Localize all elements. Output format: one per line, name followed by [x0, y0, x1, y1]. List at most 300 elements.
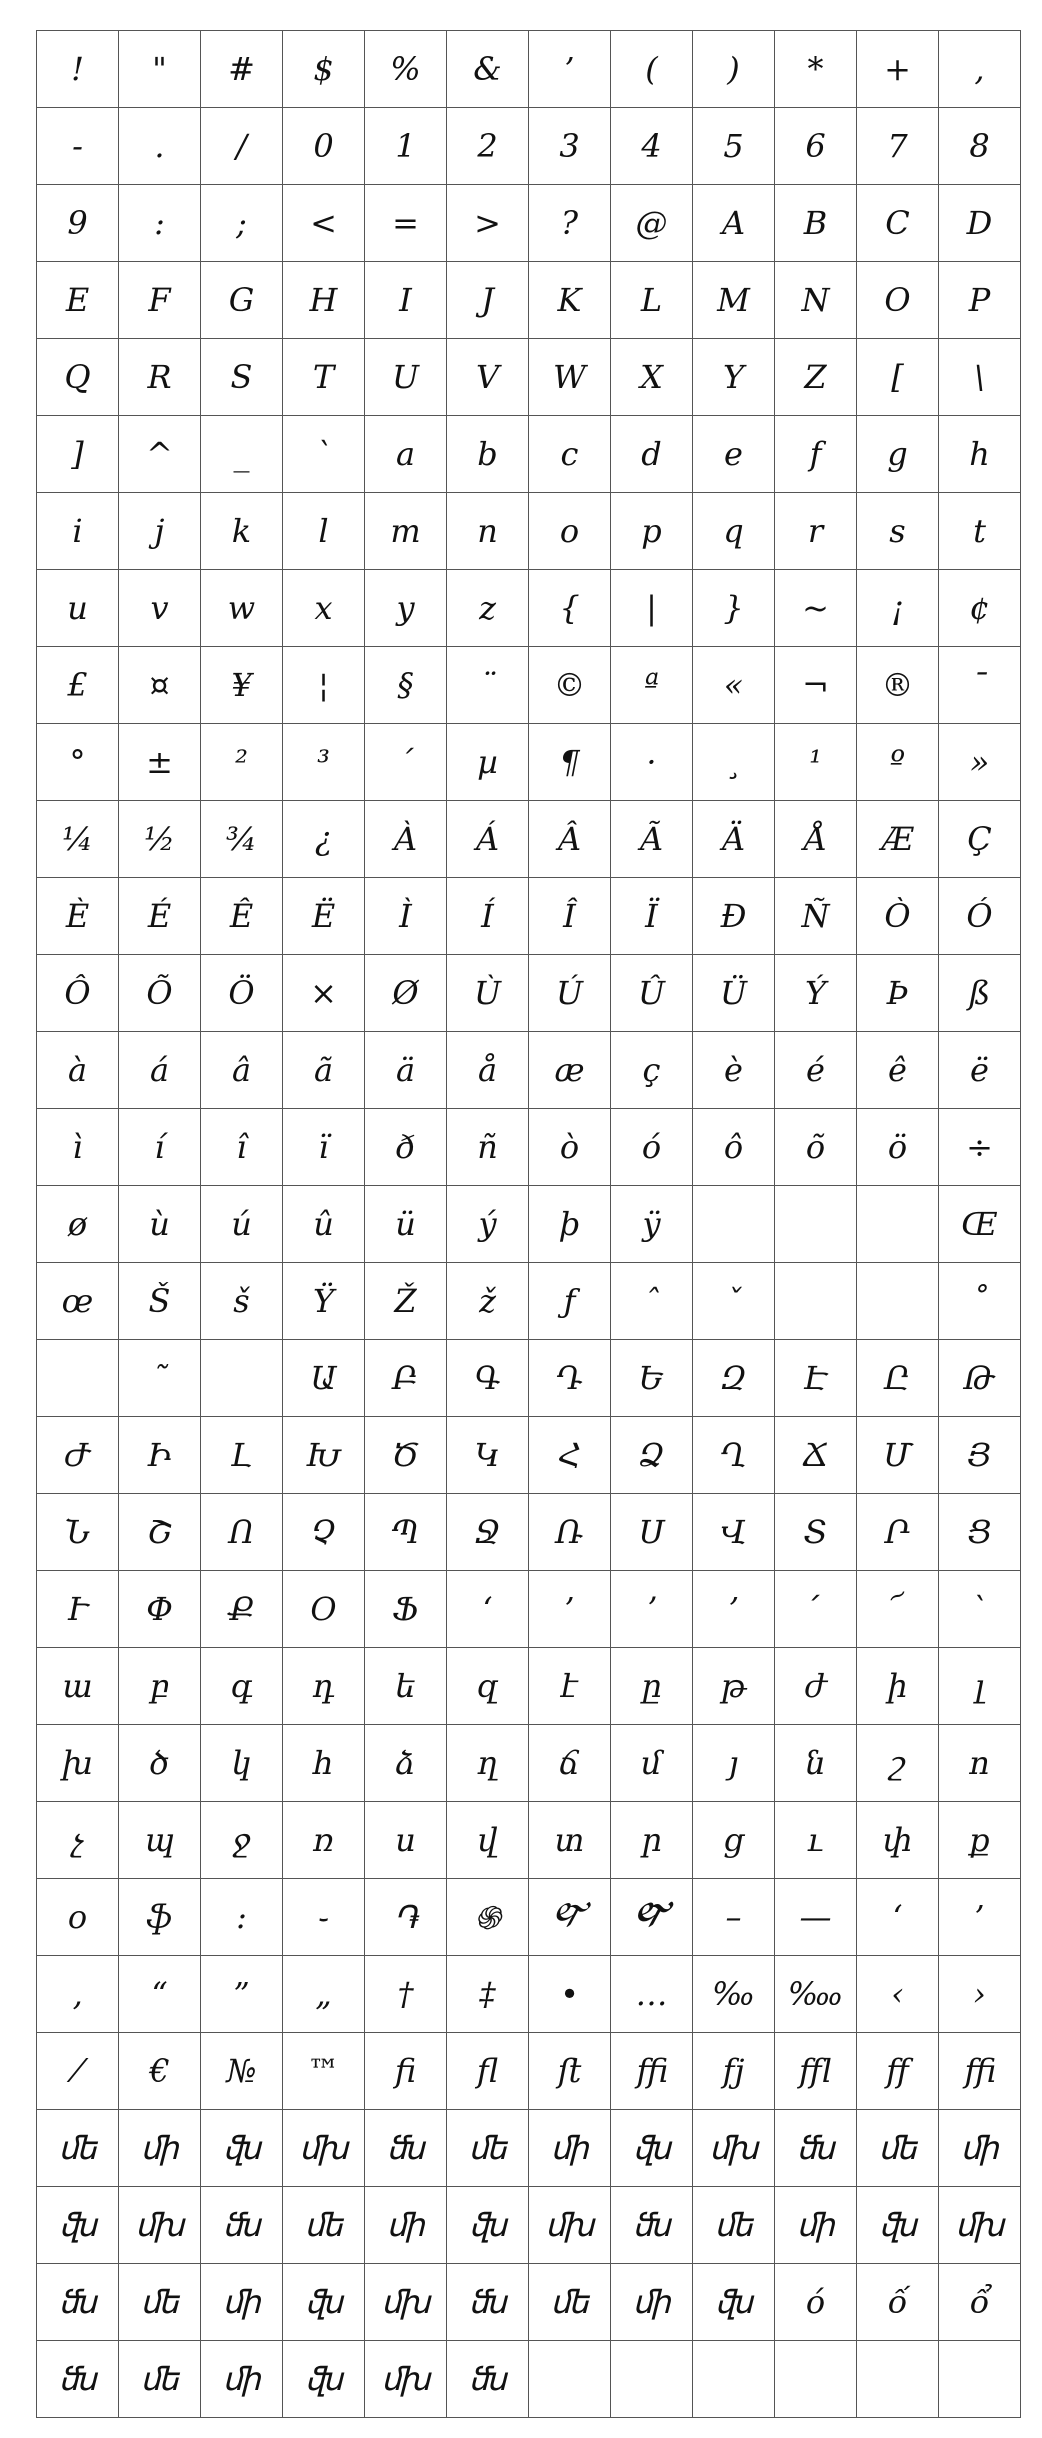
glyph-cell: i: [37, 493, 119, 570]
glyph-cell: Á: [447, 801, 529, 878]
glyph-cell: Ւ: [37, 1571, 119, 1648]
glyph-cell: j: [119, 493, 201, 570]
glyph-cell: շ: [857, 1725, 939, 1802]
glyph-cell: „: [283, 1956, 365, 2033]
glyph-cell: —: [775, 1879, 857, 1956]
glyph-cell: Ä: [693, 801, 775, 878]
glyph-cell: @: [611, 185, 693, 262]
glyph-cell: í: [119, 1109, 201, 1186]
glyph-cell: ﬖ: [693, 2264, 775, 2341]
glyph-cell: t: [939, 493, 1021, 570]
glyph-cell: Ն: [37, 1494, 119, 1571]
glyph-cell: 1: [365, 108, 447, 185]
glyph-cell: Ð: [693, 878, 775, 955]
glyph-cell: ﬕ: [365, 2187, 447, 2264]
glyph-cell: Ó: [939, 878, 1021, 955]
glyph-cell: ⁄: [37, 2033, 119, 2110]
glyph-row: [37, 801, 1021, 878]
glyph-cell: F: [119, 262, 201, 339]
glyph-cell: /: [201, 108, 283, 185]
glyph-cell: ù: [119, 1186, 201, 1263]
glyph-cell: Յ: [939, 1417, 1021, 1494]
glyph-cell: 2: [447, 108, 529, 185]
glyph-cell: Ո: [201, 1494, 283, 1571]
glyph-row: [37, 1571, 1021, 1648]
glyph-cell: æ: [529, 1032, 611, 1109]
glyph-cell: Ì: [365, 878, 447, 955]
glyph-cell: ʼ: [611, 1571, 693, 1648]
glyph-cell: •: [529, 1956, 611, 2033]
glyph-row: [37, 2033, 1021, 2110]
glyph-cell: ;: [201, 185, 283, 262]
glyph-cell: $: [283, 31, 365, 108]
glyph-cell: Å: [775, 801, 857, 878]
glyph-cell: Ճ: [775, 1417, 857, 1494]
glyph-cell: ﬔ: [693, 2187, 775, 2264]
glyph-cell: ﬀ: [857, 2033, 939, 2110]
glyph-cell: é: [775, 1032, 857, 1109]
glyph-cell: ւ: [775, 1802, 857, 1879]
glyph-cell: [529, 2341, 611, 2418]
glyph-row: [37, 647, 1021, 724]
glyph-cell: Հ: [529, 1417, 611, 1494]
glyph-row: [37, 1956, 1021, 2033]
glyph-cell: ﬕ: [611, 2264, 693, 2341]
glyph-cell: h: [939, 416, 1021, 493]
glyph-cell: ﬗ: [119, 2187, 201, 2264]
glyph-cell: Ö: [201, 955, 283, 1032]
glyph-cell: ¡: [857, 570, 939, 647]
glyph-cell: ջ: [201, 1802, 283, 1879]
glyph-cell: 8: [939, 108, 1021, 185]
glyph-cell: Մ: [857, 1417, 939, 1494]
glyph-cell: 9: [37, 185, 119, 262]
glyph-cell: I: [365, 262, 447, 339]
glyph-cell: Ե: [611, 1340, 693, 1417]
glyph-cell: ﬃ: [611, 2033, 693, 2110]
glyph-cell: [201, 1340, 283, 1417]
glyph-cell: ք: [939, 1802, 1021, 1879]
glyph-cell: ‚: [37, 1956, 119, 2033]
glyph-cell: Ñ: [775, 878, 857, 955]
glyph-row: [37, 262, 1021, 339]
glyph-cell: ﬂ: [447, 2033, 529, 2110]
glyph-cell: H: [283, 262, 365, 339]
glyph-cell: Խ: [283, 1417, 365, 1494]
glyph-cell: ¯: [939, 647, 1021, 724]
glyph-cell: X: [611, 339, 693, 416]
glyph-cell: ﬓ: [447, 2341, 529, 2418]
glyph-cell: ը: [611, 1648, 693, 1725]
glyph-cell: Þ: [857, 955, 939, 1032]
glyph-cell: ™: [283, 2033, 365, 2110]
glyph-cell: ˆ: [611, 1263, 693, 1340]
glyph-cell: &: [447, 31, 529, 108]
glyph-cell: x: [283, 570, 365, 647]
glyph-cell: Զ: [693, 1340, 775, 1417]
glyph-cell: 5: [693, 108, 775, 185]
glyph-cell: ց: [693, 1802, 775, 1879]
glyph-cell: Z: [775, 339, 857, 416]
glyph-cell: Ž: [365, 1263, 447, 1340]
glyph-cell: ժ: [775, 1648, 857, 1725]
glyph-cell: ó: [775, 2264, 857, 2341]
glyph-cell: Ù: [447, 955, 529, 1032]
glyph-cell: Չ: [283, 1494, 365, 1571]
glyph-row: [37, 1879, 1021, 1956]
glyph-cell: ½: [119, 801, 201, 878]
glyph-cell: բ: [119, 1648, 201, 1725]
glyph-cell: Գ: [447, 1340, 529, 1417]
glyph-cell: տ: [529, 1802, 611, 1879]
glyph-cell: Փ: [119, 1571, 201, 1648]
glyph-cell: ʻ: [447, 1571, 529, 1648]
glyph-cell: ﬓ: [201, 2187, 283, 2264]
glyph-row: [37, 1725, 1021, 1802]
glyph-cell: 0: [283, 108, 365, 185]
glyph-cell: Ռ: [529, 1494, 611, 1571]
glyph-cell: ՝: [939, 1571, 1021, 1648]
glyph-cell: ﬗ: [939, 2187, 1021, 2264]
glyph-cell: ø: [37, 1186, 119, 1263]
glyph-cell: Ժ: [37, 1417, 119, 1494]
glyph-cell: [37, 1340, 119, 1417]
glyph-cell: Ը: [857, 1340, 939, 1417]
glyph-cell: [775, 2341, 857, 2418]
glyph-cell: Թ: [939, 1340, 1021, 1417]
glyph-cell: U: [365, 339, 447, 416]
glyph-cell: ³: [283, 724, 365, 801]
glyph-cell: ÿ: [611, 1186, 693, 1263]
glyph-cell: ն: [775, 1725, 857, 1802]
glyph-row: [37, 416, 1021, 493]
glyph-cell: 3: [529, 108, 611, 185]
glyph-cell: g: [857, 416, 939, 493]
glyph-cell: [: [857, 339, 939, 416]
glyph-cell: ﬕ: [201, 2264, 283, 2341]
glyph-cell: >: [447, 185, 529, 262]
glyph-cell: M: [693, 262, 775, 339]
glyph-cell: ä: [365, 1032, 447, 1109]
glyph-cell: k: [201, 493, 283, 570]
glyph-cell: Դ: [529, 1340, 611, 1417]
glyph-cell: P: [939, 262, 1021, 339]
glyph-cell: º: [857, 724, 939, 801]
glyph-cell: u: [37, 570, 119, 647]
glyph-cell: ր: [611, 1802, 693, 1879]
glyph-row: [37, 955, 1021, 1032]
glyph-cell: ç: [611, 1032, 693, 1109]
glyph-cell: W: [529, 339, 611, 416]
glyph-cell: œ: [37, 1263, 119, 1340]
glyph-cell: Ò: [857, 878, 939, 955]
glyph-cell: ե: [365, 1648, 447, 1725]
glyph-row: [37, 339, 1021, 416]
glyph-row: [37, 1109, 1021, 1186]
glyph-cell: ë: [939, 1032, 1021, 1109]
glyph-cell: ﬖ: [283, 2341, 365, 2418]
glyph-cell: :: [201, 1879, 283, 1956]
glyph-cell: ¾: [201, 801, 283, 878]
glyph-cell: -: [37, 108, 119, 185]
glyph-cell: մ: [611, 1725, 693, 1802]
glyph-cell: ¶: [529, 724, 611, 801]
glyph-cell: ˜: [119, 1340, 201, 1417]
glyph-cell: Ý: [775, 955, 857, 1032]
glyph-cell: ‘: [857, 1879, 939, 1956]
glyph-cell: î: [201, 1109, 283, 1186]
glyph-cell: ֆ: [119, 1879, 201, 1956]
glyph-cell: լ: [939, 1648, 1021, 1725]
glyph-cell: Œ: [939, 1186, 1021, 1263]
glyph-cell: Ï: [611, 878, 693, 955]
glyph-cell: ~: [775, 570, 857, 647]
glyph-cell: G: [201, 262, 283, 339]
glyph-cell: =: [365, 185, 447, 262]
glyph-cell: }: [693, 570, 775, 647]
glyph-cell: 7: [857, 108, 939, 185]
glyph-cell: ¬: [775, 647, 857, 724]
glyph-cell: µ: [447, 724, 529, 801]
glyph-row: [37, 1186, 1021, 1263]
glyph-row: [37, 2341, 1021, 2418]
glyph-row: [37, 108, 1021, 185]
glyph-cell: |: [611, 570, 693, 647]
glyph-cell: դ: [283, 1648, 365, 1725]
glyph-cell: ﬀl: [775, 2033, 857, 2110]
glyph-cell: ﬕ: [775, 2187, 857, 2264]
glyph-cell: E: [37, 262, 119, 339]
glyph-cell: û: [283, 1186, 365, 1263]
glyph-cell: “: [119, 1956, 201, 2033]
glyph-cell: Ú: [529, 955, 611, 1032]
glyph-cell: վ: [447, 1802, 529, 1879]
glyph-cell: z: [447, 570, 529, 647]
glyph-cell: ª: [611, 647, 693, 724]
glyph-cell: ﬖ: [37, 2187, 119, 2264]
glyph-cell: ՛: [775, 1571, 857, 1648]
glyph-cell: ¨: [447, 647, 529, 724]
glyph-cell: w: [201, 570, 283, 647]
glyph-cell: ó: [611, 1109, 693, 1186]
glyph-cell: ֏: [365, 1879, 447, 1956]
glyph-cell: ﬖ: [283, 2264, 365, 2341]
glyph-cell: ﬖ: [611, 2110, 693, 2187]
glyph-cell: ˚: [939, 1263, 1021, 1340]
glyph-cell: ‹: [857, 1956, 939, 2033]
glyph-cell: ծ: [119, 1725, 201, 1802]
glyph-cell: :: [119, 185, 201, 262]
glyph-cell: É: [119, 878, 201, 955]
glyph-cell: ô: [693, 1109, 775, 1186]
glyph-cell: m: [365, 493, 447, 570]
glyph-cell: «: [693, 647, 775, 724]
glyph-cell: [775, 1263, 857, 1340]
glyph-table: [36, 30, 1021, 2418]
glyph-cell: `: [283, 416, 365, 493]
glyph-cell: ố: [857, 2264, 939, 2341]
glyph-cell: ﬗ: [365, 2341, 447, 2418]
glyph-row: [37, 1802, 1021, 1879]
glyph-cell: fj: [693, 2033, 775, 2110]
glyph-cell: ﬗ: [529, 2187, 611, 2264]
glyph-cell: ‰: [693, 1956, 775, 2033]
glyph-cell: ս: [365, 1802, 447, 1879]
glyph-cell: Ֆ: [365, 1571, 447, 1648]
glyph-cell: ¤: [119, 647, 201, 724]
glyph-cell: f: [775, 416, 857, 493]
glyph-cell: ﬕ: [119, 2110, 201, 2187]
glyph-cell: ﬅ: [529, 2033, 611, 2110]
glyph-cell: ¥: [201, 647, 283, 724]
glyph-row: [37, 2110, 1021, 2187]
glyph-cell: Y: [693, 339, 775, 416]
glyph-cell: ¼: [37, 801, 119, 878]
glyph-cell: ﬕ: [529, 2110, 611, 2187]
glyph-cell: ﬔ: [857, 2110, 939, 2187]
glyph-cell: ï: [283, 1109, 365, 1186]
glyph-cell: l: [283, 493, 365, 570]
glyph-cell: ²: [201, 724, 283, 801]
glyph-cell: Ë: [283, 878, 365, 955]
glyph-cell: ổ: [939, 2264, 1021, 2341]
glyph-row: [37, 1648, 1021, 1725]
glyph-row: [37, 570, 1021, 647]
glyph-cell: C: [857, 185, 939, 262]
glyph-cell: þ: [529, 1186, 611, 1263]
glyph-cell: ©: [529, 647, 611, 724]
glyph-cell: ]: [37, 416, 119, 493]
glyph-cell: T: [283, 339, 365, 416]
glyph-cell: ¿: [283, 801, 365, 878]
glyph-row: [37, 1032, 1021, 1109]
glyph-cell: Ê: [201, 878, 283, 955]
glyph-cell: £: [37, 647, 119, 724]
glyph-cell: ﬗ: [693, 2110, 775, 2187]
glyph-cell: Օ: [283, 1571, 365, 1648]
glyph-cell: b: [447, 416, 529, 493]
glyph-cell: ¢: [939, 570, 1021, 647]
glyph-cell: õ: [775, 1109, 857, 1186]
glyph-cell: Ր: [857, 1494, 939, 1571]
glyph-cell: ®: [857, 647, 939, 724]
glyph-row: [37, 1494, 1021, 1571]
glyph-cell: [693, 1186, 775, 1263]
glyph-cell: ﬖ: [447, 2187, 529, 2264]
glyph-cell: è: [693, 1032, 775, 1109]
glyph-cell: ﬕ: [939, 2110, 1021, 2187]
glyph-cell: 6: [775, 108, 857, 185]
glyph-row: [37, 31, 1021, 108]
glyph-cell: ‡: [447, 1956, 529, 2033]
glyph-cell: p: [611, 493, 693, 570]
glyph-cell: Õ: [119, 955, 201, 1032]
glyph-cell: ’: [939, 1879, 1021, 1956]
glyph-cell: {: [529, 570, 611, 647]
glyph-cell: Բ: [365, 1340, 447, 1417]
glyph-row: [37, 1263, 1021, 1340]
glyph-cell: –: [693, 1879, 775, 1956]
glyph-row: [37, 878, 1021, 955]
glyph-cell: Û: [611, 955, 693, 1032]
glyph-cell: ’: [529, 31, 611, 108]
glyph-cell: »: [939, 724, 1021, 801]
glyph-cell: Ø: [365, 955, 447, 1032]
glyph-cell: š: [201, 1263, 283, 1340]
glyph-cell: N: [775, 262, 857, 339]
glyph-cell: !: [37, 31, 119, 108]
glyph-cell: գ: [201, 1648, 283, 1725]
glyph-cell: y: [365, 570, 447, 647]
glyph-cell: Ք: [201, 1571, 283, 1648]
glyph-cell: Կ: [447, 1417, 529, 1494]
glyph-cell: Ի: [119, 1417, 201, 1494]
glyph-cell: (: [611, 31, 693, 108]
glyph-cell: ß: [939, 955, 1021, 1032]
glyph-cell: 🙰: [529, 1879, 611, 1956]
glyph-cell: +: [857, 31, 939, 108]
glyph-cell: [939, 2341, 1021, 2418]
glyph-cell: Î: [529, 878, 611, 955]
glyph-cell: ?: [529, 185, 611, 262]
glyph-cell: 4: [611, 108, 693, 185]
glyph-cell: Է: [775, 1340, 857, 1417]
glyph-cell: ՚: [693, 1571, 775, 1648]
glyph-cell: ա: [37, 1648, 119, 1725]
glyph-cell: ֊: [283, 1879, 365, 1956]
glyph-cell: ‱: [775, 1956, 857, 2033]
glyph-cell: ú: [201, 1186, 283, 1263]
glyph-row: [37, 185, 1021, 262]
glyph-cell: R: [119, 339, 201, 416]
glyph-cell: ﬗ: [283, 2110, 365, 2187]
glyph-cell: %: [365, 31, 447, 108]
glyph-row: [37, 493, 1021, 570]
glyph-cell: ﬗ: [365, 2264, 447, 2341]
glyph-cell: d: [611, 416, 693, 493]
glyph-cell: ﬓ: [775, 2110, 857, 2187]
glyph-cell: 🙱: [611, 1879, 693, 1956]
glyph-cell: ﬔ: [119, 2264, 201, 2341]
glyph-cell: D: [939, 185, 1021, 262]
glyph-cell: q: [693, 493, 775, 570]
glyph-cell: ի: [857, 1648, 939, 1725]
glyph-cell: .: [119, 108, 201, 185]
glyph-cell: ´: [365, 724, 447, 801]
glyph-cell: r: [775, 493, 857, 570]
glyph-cell: ՜: [857, 1571, 939, 1648]
glyph-cell: ì: [37, 1109, 119, 1186]
glyph-cell: ò: [529, 1109, 611, 1186]
glyph-cell: ﬖ: [857, 2187, 939, 2264]
glyph-cell: a: [365, 416, 447, 493]
glyph-cell: Q: [37, 339, 119, 416]
glyph-cell: J: [447, 262, 529, 339]
glyph-cell: [693, 2341, 775, 2418]
glyph-cell: Ղ: [693, 1417, 775, 1494]
glyph-cell: á: [119, 1032, 201, 1109]
glyph-cell: K: [529, 262, 611, 339]
glyph-cell: ·: [611, 724, 693, 801]
glyph-cell: c: [529, 416, 611, 493]
glyph-cell: [857, 1263, 939, 1340]
glyph-cell: ˇ: [693, 1263, 775, 1340]
glyph-cell: պ: [119, 1802, 201, 1879]
glyph-cell: À: [365, 801, 447, 878]
glyph-cell: զ: [447, 1648, 529, 1725]
glyph-cell: Ս: [611, 1494, 693, 1571]
glyph-cell: խ: [37, 1725, 119, 1802]
